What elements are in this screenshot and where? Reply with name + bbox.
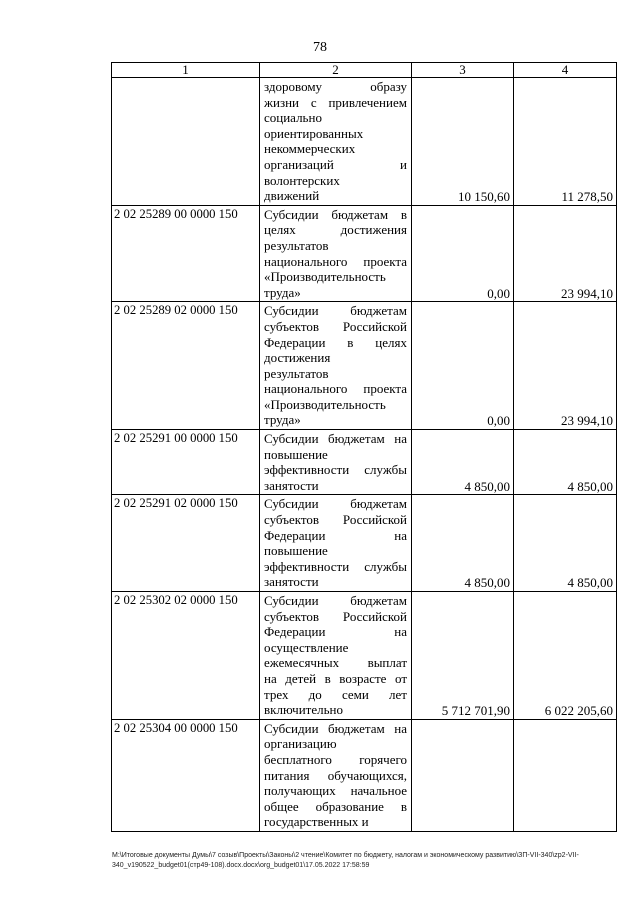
description-line: национального проекта: [264, 253, 407, 269]
amount-col-3: 0,00: [412, 302, 514, 430]
description: [260, 592, 412, 720]
budget-code: 2 02 25289 02 0000 150: [112, 302, 260, 430]
page-number: 78: [313, 40, 327, 55]
description-line: результатов: [264, 365, 329, 381]
description-line: получающих начальное: [264, 783, 407, 799]
amount-col-3: 10 150,60: [412, 78, 514, 206]
description-line: труда»: [264, 284, 301, 300]
description-line: Федерации в целях: [264, 334, 407, 350]
description-line: волонтерских: [264, 172, 340, 188]
table-row: [112, 719, 617, 831]
description-line: организаций и: [264, 156, 407, 172]
description-line: социально: [264, 110, 322, 126]
description-line: бесплатного горячего: [264, 751, 407, 767]
header-col-3: 3: [412, 63, 514, 78]
amount-col-4: 4 850,00: [514, 430, 617, 495]
budget-code: 2 02 25291 02 0000 150: [112, 495, 260, 592]
amount-col-3: [412, 719, 514, 831]
description-line: Субсидии бюджетам: [264, 593, 407, 608]
amount-col-4: 4 850,00: [514, 495, 617, 592]
description-line: субъектов Российской: [264, 512, 407, 528]
description-line: Субсидии бюджетам: [264, 303, 407, 319]
description-line: общее образование в: [264, 798, 407, 814]
amount-col-4: [514, 719, 617, 831]
description-line: государственных и: [264, 814, 369, 830]
description-line: осуществление: [264, 639, 349, 655]
amount-col-3: 5 712 701,90: [412, 592, 514, 720]
budget-code: [112, 78, 260, 206]
description: [260, 719, 412, 831]
description-line: Субсидии бюджетам: [264, 496, 407, 512]
description-line: включительно: [264, 702, 343, 718]
description-line: жизни с привлечением: [264, 94, 407, 110]
header-col-4: 4: [514, 63, 617, 78]
description-line: здоровому образу: [264, 79, 407, 94]
header-row: [112, 63, 617, 78]
description-line: труда»: [264, 412, 301, 428]
description-line: Субсидии бюджетам на: [264, 720, 407, 736]
budget-code: 2 02 25289 00 0000 150: [112, 205, 260, 302]
description-line: субъектов Российской: [264, 608, 407, 624]
description-line: питания обучающихся,: [264, 767, 407, 783]
header-col-1: 1: [112, 63, 260, 78]
description-line: Федерации на: [264, 624, 407, 640]
budget-code: 2 02 25304 00 0000 150: [112, 719, 260, 831]
description-line: повышение: [264, 446, 328, 462]
amount-col-4: 23 994,10: [514, 302, 617, 430]
budget-code: 2 02 25291 00 0000 150: [112, 430, 260, 495]
amount-col-3: 4 850,00: [412, 495, 514, 592]
table-row: [112, 592, 617, 720]
description-line: занятости: [264, 477, 319, 493]
description-line: некоммерческих: [264, 141, 356, 157]
file-path-footer: M:\Итоговые документы Думы\7 созыв\Проекты\Законы\2 чтение\Комитет по бюджету, налогам и экономическому развитию\ЗП-VII-340\zp2-VII-340_v190522_budget01(стр49-108).docx.docx\org_budget01\17.05.2022 17:58:59: [112, 852, 579, 869]
amount-col-3: 0,00: [412, 205, 514, 302]
amount-col-4: 11 278,50: [514, 78, 617, 206]
description-line: движений: [264, 188, 320, 204]
amount-col-4: 23 994,10: [514, 205, 617, 302]
description-line: «Производительность: [264, 396, 386, 412]
description: [260, 78, 412, 206]
header-col-2: 2: [260, 63, 412, 78]
table-row: [112, 205, 617, 302]
table-row: [112, 78, 617, 206]
description-line: организацию: [264, 736, 337, 752]
description-line: на детей в возрасте от: [264, 670, 407, 686]
description-line: Субсидии бюджетам на: [264, 431, 407, 447]
description-line: повышение: [264, 543, 328, 559]
budget-table: [111, 62, 617, 832]
description-line: эффективности службы: [264, 558, 407, 574]
description-line: трех до семи лет: [264, 686, 407, 702]
description-line: субъектов Российской: [264, 318, 407, 334]
description: [260, 302, 412, 430]
description-line: Федерации на: [264, 527, 407, 543]
table-row: [112, 430, 617, 495]
description-line: ориентированных: [264, 125, 364, 141]
description-line: Субсидии бюджетам в: [264, 206, 407, 222]
description-line: целях достижения: [264, 222, 407, 238]
description-line: результатов: [264, 237, 329, 253]
table-row: [112, 495, 617, 592]
amount-col-3: 4 850,00: [412, 430, 514, 495]
description-line: достижения: [264, 350, 331, 366]
amount-col-4: 6 022 205,60: [514, 592, 617, 720]
description-line: национального проекта: [264, 381, 407, 397]
description-line: занятости: [264, 574, 319, 590]
table-row: [112, 302, 617, 430]
budget-code: 2 02 25302 02 0000 150: [112, 592, 260, 720]
description-line: «Производительность: [264, 269, 386, 285]
description: [260, 205, 412, 302]
description-line: эффективности службы: [264, 462, 407, 478]
description: [260, 495, 412, 592]
description-line: ежемесячных выплат: [264, 655, 407, 671]
description: [260, 430, 412, 495]
